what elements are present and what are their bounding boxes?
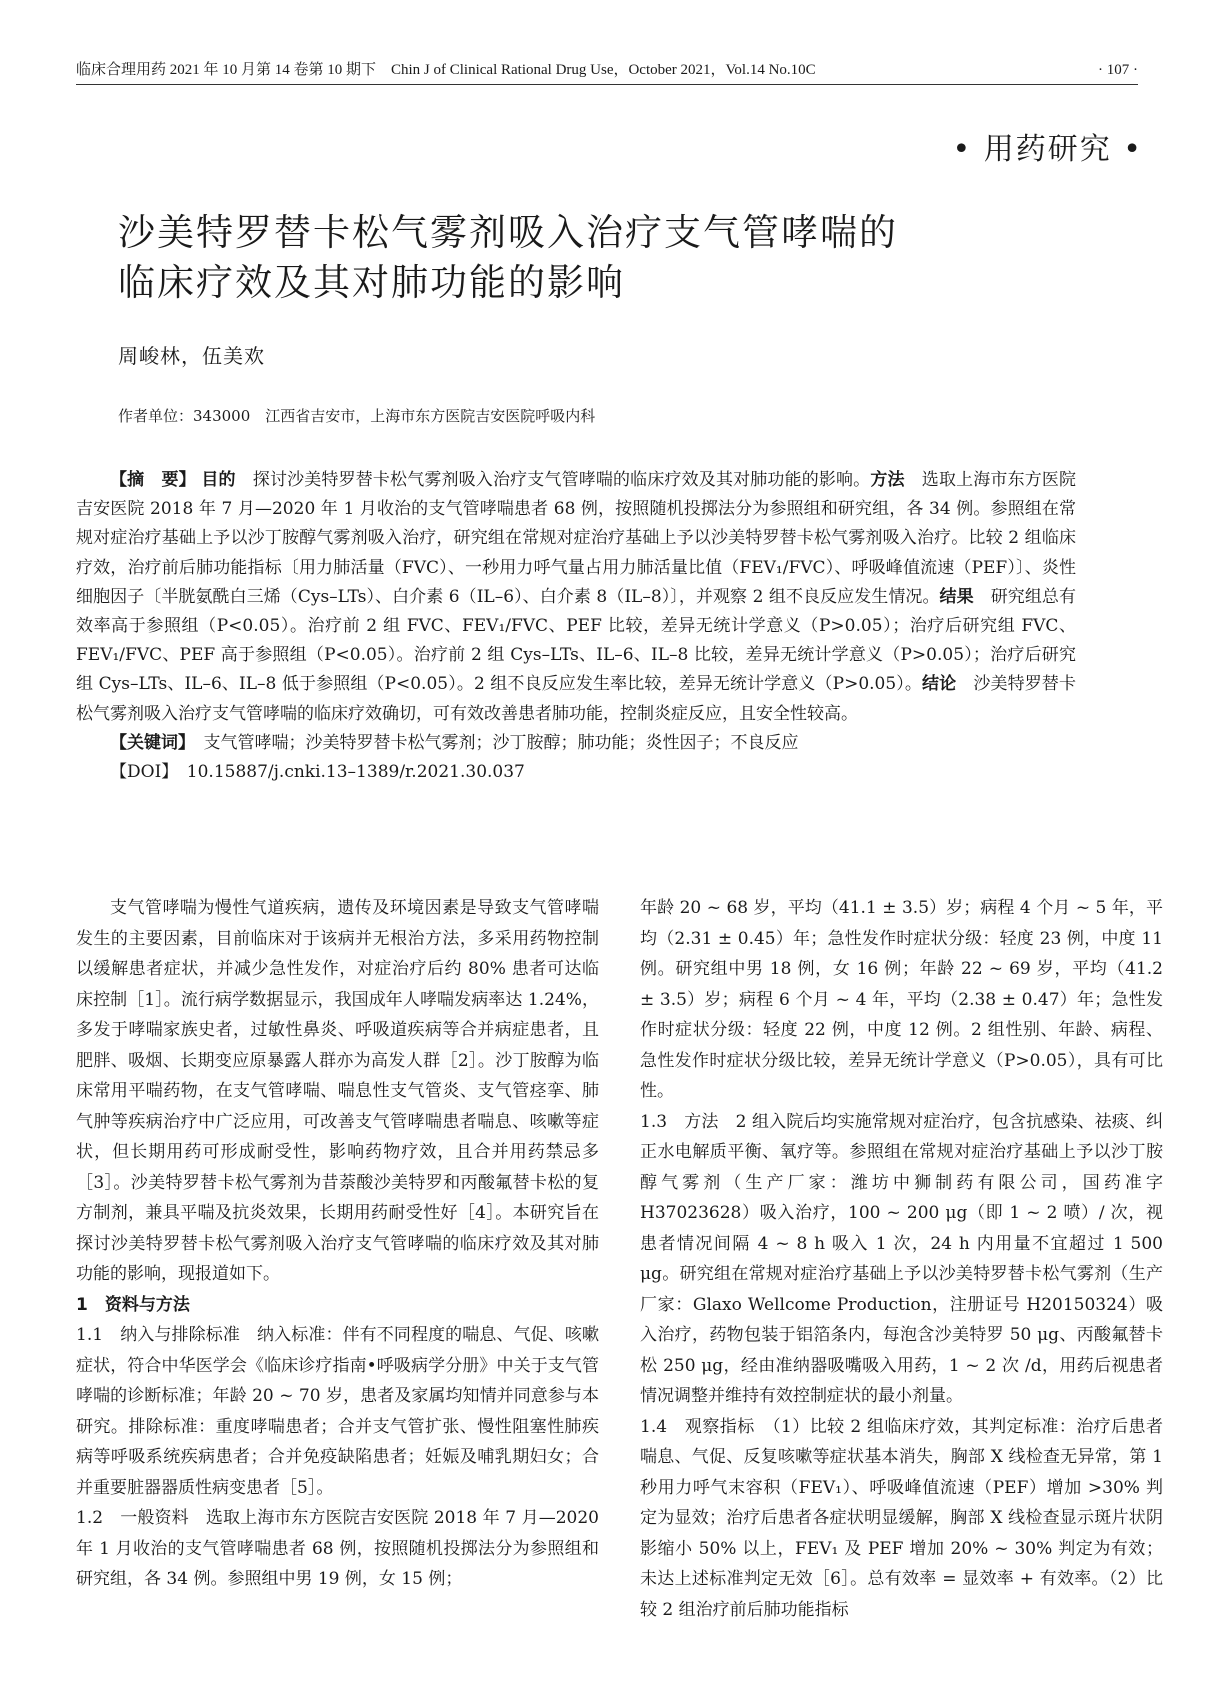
keywords [76, 729, 1076, 758]
doi-label: 【DOI】 [110, 762, 170, 783]
journal-info: 临床合理用药 2021 年 10 月第 14 卷第 10 期下 Chin J of Clinical Rational Drug Use，October 2021，Vol.14 No.10C [76, 62, 816, 78]
keywords-label: 【关键词】 [110, 732, 187, 753]
left-column [76, 893, 599, 1595]
doi-text: 10.15887/j.cnki.13–1389/r.2021.30.037 [169, 762, 525, 783]
purpose-text: 探讨沙美特罗替卡松气雾剂吸入治疗支气管哮喘的临床疗效及其对肺功能的影响。 [235, 470, 871, 490]
title-line-1: 沙美特罗替卡松气雾剂吸入治疗支气管哮喘的 [118, 211, 898, 254]
section-label: • 用药研究 • [952, 132, 1143, 167]
abstract-body [76, 466, 1076, 729]
purpose-label: 目的 [201, 470, 236, 490]
conclusion-label: 结论 [922, 674, 957, 695]
authors: 周峻林，伍美欢 [118, 344, 265, 368]
abstract-label: 【摘 要】 [110, 470, 196, 490]
running-header [76, 60, 1138, 85]
keywords-text: 支气管哮喘；沙美特罗替卡松气雾剂；沙丁胺醇；肺功能；炎性因子；不良反应 [186, 732, 799, 753]
section-1-3: 1.3 方法 2 组入院后均实施常规对症治疗，包含抗感染、祛痰、纠正水电解质平衡、氧疗等。参照组在常规对症治疗基础上予以沙丁胺醇气雾剂（生产厂家：潍坊中狮制药有限公司，国药准字 H37023628）吸入治疗，100 ~ 200 μg（即 1 ~ 2 喷）/ 次，视患者情况间隔 4 ~ 8 h 吸入 1 次，24 h 内用量不宜超过 1 500 μg。研究组在常规对症治疗基础上予以沙美特罗替卡松气雾剂（生产厂家：Glaxo Wellcome Production，注册证号 H20150324）吸入治疗，药物包装于铝箔条内，每泡含沙美特罗 50 μg、丙酸氟替卡松 250 μg，经由准纳器吸嘴吸入用药，1 ~ 2 次 /d，用药后视患者情况调整并维持有效控制症状的最小剂量。 [640, 1111, 1163, 1406]
right-column [640, 893, 1163, 1625]
article-title [118, 208, 1068, 308]
intro-paragraph: 支气管哮喘为慢性气道疾病，遗传及环境因素是导致支气管哮喘发生的主要因素，目前临床对于该病并无根治方法，多采用药物控制以缓解患者症状，并减少急性发作，对症治疗后约 80% 患者可达临床控制［1］。流行病学数据显示，我国成年人哮喘发病率达 1.24%，多发于哮喘家族史者，过敏性鼻炎、呼吸道疾病等合并病症患者，且肥胖、吸烟、长期变应原暴露人群亦为高发人群［2］。沙丁胺醇为临床常用平喘药物，在支气管哮喘、喘息性支气管炎、支气管痉挛、肺气肿等疾病治疗中广泛应用，可改善支气管哮喘患者喘息、咳嗽等症状，但长期用药可形成耐受性，影响药物疗效，且合并用药禁忌多［3］。沙美特罗替卡松气雾剂为昔萘酸沙美特罗和丙酸氟替卡松的复方制剂，兼具平喘及抗炎效果，长期用药耐受性好［4］。本研究旨在探讨沙美特罗替卡松气雾剂吸入治疗支气管哮喘的临床疗效及其对肺功能的影响，现报道如下。 [76, 898, 599, 1284]
method-label: 方法 [870, 470, 905, 490]
doi [76, 758, 1076, 787]
abstract [76, 466, 1076, 787]
section-1-4: 1.4 观察指标 （1）比较 2 组临床疗效，其判定标准：治疗后患者喘息、气促、反复咳嗽等症状基本消失，胸部 X 线检查无异常，第 1 秒用力呼气末容积（FEV₁）、呼吸峰值流速（PEF）增加 >30% 判定为显效；治疗后患者各症状明显缓解，胸部 X 线检查显示斑片状阴影缩小 50% 以上，FEV₁ 及 PEF 增加 20% ~ 30% 判定为有效；未达上述标准判定无效［6］。总有效率 = 显效率 + 有效率。（2）比较 2 组治疗前后肺功能指标 [640, 1416, 1163, 1620]
result-label: 结果 [939, 586, 974, 607]
section-1-2-continued: 年龄 20 ~ 68 岁，平均（41.1 ± 3.5）岁；病程 4 个月 ~ 5 年，平均（2.31 ± 0.45）年；急性发作时症状分级：轻度 23 例，中度 11 例。研究组中男 18 例，女 16 例；年龄 22 ~ 69 岁，平均（41.2 ± 3.5）岁；病程 6 个月 ~ 4 年，平均（2.38 ± 0.47）年；急性发作时症状分级：轻度 22 例，中度 12 例。2 组性别、年龄、病程、急性发作时症状分级比较，差异无统计学意义（P>0.05），具有可比性。 [640, 898, 1163, 1101]
section-1-1: 1.1 纳入与排除标准 纳入标准：伴有不同程度的喘息、气促、咳嗽症状，符合中华医学会《临床诊疗指南•呼吸病学分册》中关于支气管哮喘的诊断标准；年龄 20 ~ 70 岁，患者及家属均知情并同意参与本研究。排除标准：重度哮喘患者；合并支气管扩张、慢性阻塞性肺疾病等呼吸系统疾病患者；合并免疫缺陷患者；妊娠及哺乳期妇女；合并重要脏器器质性病变患者［5］。 [76, 1325, 599, 1498]
section-heading-1: 1 资料与方法 [76, 1294, 190, 1315]
result-text: 研究组总有效率高于参照组（P<0.05）。治疗前 2 组 FVC、FEV₁/FVC、PEF 比较，差异无统计学意义（P>0.05）；治疗后研究组 FVC、FEV₁/FVC、PEF 高于参照组（P<0.05）。治疗前 2 组 Cys–LTs、IL–6、IL–8 比较，差异无统计学意义（P>0.05）；治疗后研究组 Cys–LTs、IL–6、IL–8 低于参照组（P<0.05）。2 组不良反应发生率比较，差异无统计学意义（P>0.05）。 [76, 586, 1076, 695]
section-1-2: 1.2 一般资料 选取上海市东方医院吉安医院 2018 年 7 月—2020 年 1 月收治的支气管哮喘患者 68 例，按照随机投掷法分为参照组和研究组，各 34 例。参照组中男 19 例，女 15 例； [76, 1508, 599, 1589]
affiliation: 作者单位：343000 江西省吉安市，上海市东方医院吉安医院呼吸内科 [118, 407, 596, 425]
page-number: · 107 · [1098, 62, 1138, 78]
conclusion-text: 沙美特罗替卡松气雾剂吸入治疗支气管哮喘的临床疗效确切，可有效改善患者肺功能，控制炎症反应，且安全性较高。 [76, 674, 1077, 724]
method-text: 选取上海市东方医院吉安医院 2018 年 7 月—2020 年 1 月收治的支气管哮喘患者 68 例，按照随机投掷法分为参照组和研究组，各 34 例。参照组在常规对症治疗基础上予以沙丁胺醇气雾剂吸入治疗，研究组在常规对症治疗基础上予以沙美特罗替卡松气雾剂吸入治疗。比较 2 组临床疗效，治疗前后肺功能指标〔用力肺活量（FVC）、一秒用力呼气量占用力肺活量比值（FEV₁/FVC）、呼吸峰值流速（PEF）〕、炎性细胞因子〔半胱氨酰白三烯（Cys–LTs）、白介素 6（IL–6）、白介素 8（IL–8）〕，并观察 2 组不良反应发生情况。 [76, 470, 1077, 607]
title-line-2: 临床疗效及其对肺功能的影响 [118, 261, 625, 304]
